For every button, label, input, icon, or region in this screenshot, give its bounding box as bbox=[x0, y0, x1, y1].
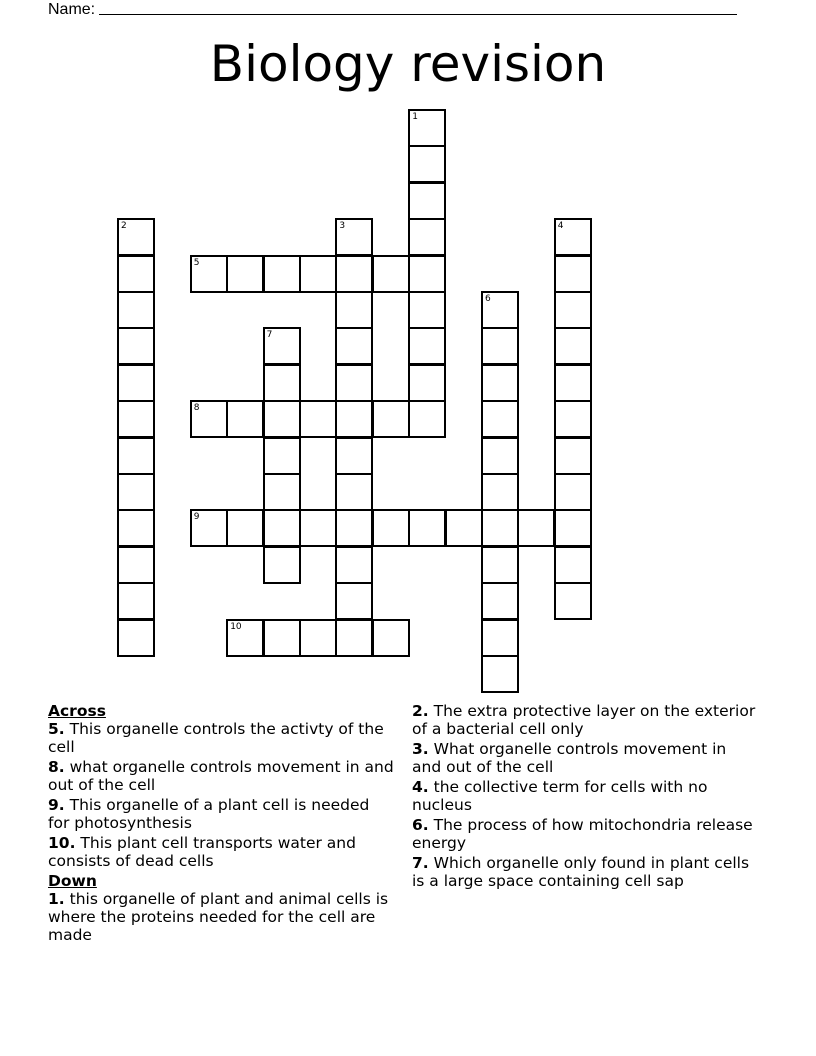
grid-cell[interactable] bbox=[408, 400, 446, 438]
grid-cell[interactable] bbox=[335, 546, 373, 584]
grid-cell[interactable] bbox=[408, 327, 446, 365]
grid-cell[interactable] bbox=[372, 509, 410, 547]
grid-cell[interactable] bbox=[263, 473, 301, 511]
grid-cell[interactable] bbox=[117, 619, 155, 657]
clue-text: Which organelle only found in plant cells is a large space containing cell sap bbox=[412, 854, 750, 890]
grid-cell[interactable] bbox=[263, 327, 301, 365]
grid-cell[interactable] bbox=[117, 437, 155, 475]
clue-text: what organelle controls movement in and out of the cell bbox=[48, 758, 394, 794]
clue-text: this organelle of plant and animal cells is where the proteins needed for the cell are made bbox=[48, 890, 389, 944]
grid-cell[interactable] bbox=[335, 619, 373, 657]
down-heading: Down bbox=[48, 872, 97, 890]
grid-cell[interactable] bbox=[117, 364, 155, 402]
grid-cell[interactable] bbox=[408, 109, 446, 147]
grid-cell[interactable] bbox=[117, 509, 155, 547]
grid-cell[interactable] bbox=[263, 619, 301, 657]
grid-cell[interactable] bbox=[335, 327, 373, 365]
clue-down-7 bbox=[412, 854, 757, 890]
grid-cell[interactable] bbox=[335, 473, 373, 511]
grid-number: 8 bbox=[193, 403, 200, 414]
grid-cell[interactable] bbox=[372, 619, 410, 657]
grid-cell[interactable] bbox=[117, 255, 155, 293]
grid-cell[interactable] bbox=[554, 509, 592, 547]
clue-across-5 bbox=[48, 720, 394, 756]
grid-number: 2 bbox=[121, 221, 127, 232]
clue-down-4 bbox=[412, 778, 757, 814]
grid-cell[interactable] bbox=[481, 327, 519, 365]
grid-cell[interactable] bbox=[445, 509, 483, 547]
grid-cell[interactable] bbox=[372, 255, 410, 293]
grid-number: 1 bbox=[412, 112, 418, 122]
grid-cell[interactable] bbox=[335, 218, 373, 256]
grid-cell[interactable] bbox=[481, 619, 519, 657]
grid-cell[interactable] bbox=[554, 291, 592, 329]
clue-number: 10. bbox=[48, 834, 76, 852]
grid-cell[interactable] bbox=[481, 509, 519, 547]
grid-cell[interactable] bbox=[226, 400, 264, 438]
grid-cell[interactable] bbox=[335, 582, 373, 620]
grid-cell[interactable] bbox=[299, 255, 337, 293]
down-clue-list bbox=[48, 890, 394, 944]
grid-cell[interactable] bbox=[335, 364, 373, 402]
grid-cell[interactable] bbox=[481, 546, 519, 584]
clue-text: The extra protective layer on the exterior of a bacterial cell only bbox=[412, 702, 756, 738]
clues-left-column bbox=[48, 702, 394, 946]
grid-cell[interactable] bbox=[408, 218, 446, 256]
grid-cell[interactable] bbox=[481, 473, 519, 511]
grid-cell[interactable] bbox=[335, 255, 373, 293]
clue-text: The process of how mitochondria release energy bbox=[412, 816, 753, 852]
grid-cell[interactable] bbox=[117, 327, 155, 365]
grid-cell[interactable] bbox=[408, 364, 446, 402]
grid-number: 9 bbox=[193, 512, 200, 523]
clue-number: 5. bbox=[48, 720, 65, 738]
grid-cell[interactable] bbox=[335, 509, 373, 547]
grid-cell[interactable] bbox=[190, 400, 228, 438]
grid-cell[interactable] bbox=[226, 255, 264, 293]
grid-cell[interactable] bbox=[263, 546, 301, 584]
grid-cell[interactable] bbox=[554, 400, 592, 438]
across-clue-list bbox=[48, 720, 394, 870]
grid-number: 6 bbox=[485, 294, 491, 304]
grid-cell[interactable] bbox=[263, 400, 301, 438]
grid-cell[interactable] bbox=[117, 400, 155, 438]
grid-cell[interactable] bbox=[554, 546, 592, 584]
grid-cell[interactable] bbox=[408, 509, 446, 547]
grid-number: 4 bbox=[557, 221, 564, 232]
grid-cell[interactable] bbox=[117, 546, 155, 584]
grid-cell[interactable] bbox=[263, 437, 301, 475]
grid-cell[interactable] bbox=[408, 291, 446, 329]
page-title: Biology revision bbox=[209, 35, 607, 93]
clue-text: This organelle controls the activty of the cell bbox=[48, 720, 384, 756]
grid-cell[interactable] bbox=[117, 291, 155, 329]
grid-cell[interactable] bbox=[481, 655, 519, 693]
clue-across-8 bbox=[48, 758, 394, 794]
grid-cell[interactable] bbox=[554, 327, 592, 365]
grid-cell[interactable] bbox=[226, 619, 264, 657]
clue-down-2 bbox=[412, 702, 757, 738]
grid-cell[interactable] bbox=[481, 582, 519, 620]
grid-number: 3 bbox=[339, 221, 346, 232]
clue-down-1 bbox=[48, 890, 394, 944]
grid-cell[interactable] bbox=[554, 364, 592, 402]
clue-text: the collective term for cells with no nucleus bbox=[412, 778, 708, 814]
grid-cell[interactable] bbox=[299, 619, 337, 657]
down-clue-list-continued bbox=[412, 702, 757, 890]
grid-cell[interactable] bbox=[372, 400, 410, 438]
clue-down-3 bbox=[412, 740, 757, 776]
grid-cell[interactable] bbox=[190, 255, 228, 293]
clue-text: What organelle controls movement in and out of the cell bbox=[412, 740, 727, 776]
clue-down-6 bbox=[412, 816, 757, 852]
clue-number: 2. bbox=[412, 702, 429, 720]
clue-number: 3. bbox=[412, 740, 429, 758]
grid-cell[interactable] bbox=[117, 218, 155, 256]
grid-cell[interactable] bbox=[481, 364, 519, 402]
grid-number: 5 bbox=[193, 257, 200, 268]
across-heading: Across bbox=[48, 702, 106, 720]
grid-cell[interactable] bbox=[335, 437, 373, 475]
grid-cell[interactable] bbox=[481, 291, 519, 329]
grid-cell[interactable] bbox=[263, 255, 301, 293]
grid-cell[interactable] bbox=[117, 582, 155, 620]
clue-number: 8. bbox=[48, 758, 65, 776]
clue-across-10 bbox=[48, 834, 394, 870]
grid-cell[interactable] bbox=[481, 400, 519, 438]
clue-across-9 bbox=[48, 796, 394, 832]
clue-number: 7. bbox=[412, 854, 429, 872]
grid-number: 10 bbox=[230, 621, 242, 632]
clue-number: 9. bbox=[48, 796, 65, 814]
clue-text: This plant cell transports water and consists of dead cells bbox=[48, 834, 356, 870]
grid-cell[interactable] bbox=[299, 400, 337, 438]
grid-cell[interactable] bbox=[117, 473, 155, 511]
clue-number: 6. bbox=[412, 816, 429, 834]
clue-number: 1. bbox=[48, 890, 65, 908]
clue-number: 4. bbox=[412, 778, 429, 796]
grid-cell[interactable] bbox=[408, 255, 446, 293]
grid-cell[interactable] bbox=[408, 182, 446, 220]
grid-cell[interactable] bbox=[408, 145, 446, 183]
grid-cell[interactable] bbox=[263, 509, 301, 547]
grid-number: 7 bbox=[266, 330, 273, 341]
grid-cell[interactable] bbox=[226, 509, 264, 547]
grid-cell[interactable] bbox=[554, 473, 592, 511]
grid-cell[interactable] bbox=[335, 400, 373, 438]
grid-cell[interactable] bbox=[554, 437, 592, 475]
clue-text: This organelle of a plant cell is needed for photosynthesis bbox=[48, 796, 370, 832]
grid-cell[interactable] bbox=[299, 509, 337, 547]
grid-cell[interactable] bbox=[190, 509, 228, 547]
grid-cell[interactable] bbox=[554, 582, 592, 620]
grid-cell[interactable] bbox=[517, 509, 555, 547]
grid-cell[interactable] bbox=[335, 291, 373, 329]
grid-cell[interactable] bbox=[263, 364, 301, 402]
grid-cell[interactable] bbox=[481, 437, 519, 475]
grid-cell[interactable] bbox=[554, 218, 592, 256]
clues-right-column bbox=[412, 702, 757, 892]
grid-cell[interactable] bbox=[554, 255, 592, 293]
name-label: Name: bbox=[48, 1, 96, 18]
